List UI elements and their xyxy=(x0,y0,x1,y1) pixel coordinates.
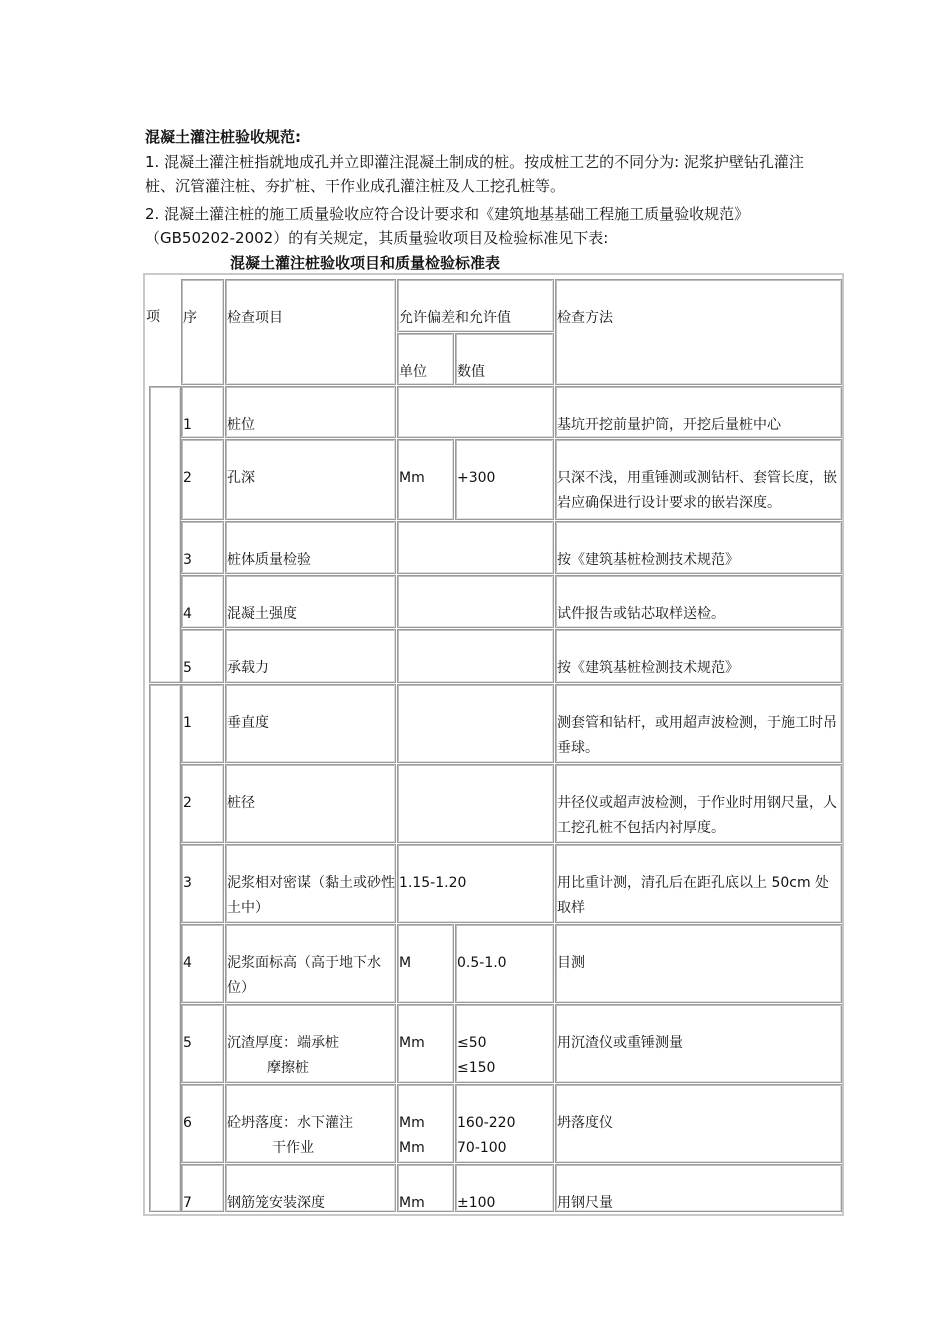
check-method: 只深不浅，用重锤测或测钻杆、套管长度，嵌岩应确保进行设计要求的嵌岩深度。 xyxy=(555,439,842,520)
header-check-item: 检查项目 xyxy=(225,279,396,385)
unit-cell: Mm xyxy=(397,439,454,520)
check-item: 孔深 xyxy=(225,439,396,520)
unit-line-1: Mm xyxy=(399,1115,425,1131)
check-method: 目测 xyxy=(555,924,842,1003)
unit-line-2: Mm xyxy=(399,1140,425,1156)
tolerance-cell xyxy=(397,575,554,628)
table-row: 1 xyxy=(181,386,224,438)
check-method: 按《建筑基桩检测技术规范》 xyxy=(555,521,842,574)
unit-cell xyxy=(397,1084,454,1163)
check-method: 基坑开挖前量护筒，开挖后量桩中心 xyxy=(555,386,842,438)
header-method: 检查方法 xyxy=(555,279,842,385)
check-item-line-1: 沉渣厚度：端承桩 xyxy=(227,1035,339,1051)
table-row: 5 xyxy=(181,629,224,683)
value-line-1: 160-220 xyxy=(457,1115,516,1131)
table-row: 6 xyxy=(181,1084,224,1163)
check-method: 坍落度仪 xyxy=(555,1084,842,1163)
table-row: 2 xyxy=(181,439,224,520)
check-item xyxy=(225,1084,396,1163)
check-item-line-2: 摩擦桩 xyxy=(267,1060,309,1076)
unit-cell: M xyxy=(397,924,454,1003)
value-line-1: ≤50 xyxy=(457,1035,487,1051)
value-cell xyxy=(455,1084,554,1163)
value-cell: +300 xyxy=(455,439,554,520)
tolerance-cell xyxy=(397,684,554,763)
tolerance-cell xyxy=(397,764,554,843)
doc-heading: 混凝土灌注桩验收规范: xyxy=(145,128,301,146)
tolerance-cell xyxy=(397,629,554,683)
header-tolerance: 允许偏差和允许值 xyxy=(397,279,554,332)
main-group-item-cell xyxy=(149,386,181,683)
header-seq: 序 xyxy=(181,279,224,385)
check-item: 泥浆相对密谋（黏土或砂性土中） xyxy=(225,844,396,923)
check-item-line-1: 砼坍落度：水下灌注 xyxy=(227,1115,353,1131)
check-item: 桩体质量检验 xyxy=(225,521,396,574)
check-item: 承载力 xyxy=(225,629,396,683)
check-item: 桩径 xyxy=(225,764,396,843)
table-row: 4 xyxy=(181,924,224,1003)
check-item: 桩位 xyxy=(225,386,396,438)
check-item: 垂直度 xyxy=(225,684,396,763)
table-row: 5 xyxy=(181,1004,224,1083)
header-item: 项 xyxy=(146,309,160,325)
tolerance-cell: 1.15-1.20 xyxy=(397,844,554,923)
table-row: 3 xyxy=(181,844,224,923)
general-group-item-cell xyxy=(149,684,181,1212)
unit-cell: Mm xyxy=(397,1004,454,1083)
table-row: 2 xyxy=(181,764,224,843)
value-cell: 0.5-1.0 xyxy=(455,924,554,1003)
check-method: 试件报告或钻芯取样送检。 xyxy=(555,575,842,628)
check-item: 钢筋笼安装深度 xyxy=(225,1164,396,1212)
check-method: 用比重计测，清孔后在距孔底以上 50cm 处取样 xyxy=(555,844,842,923)
table-row: 1 xyxy=(181,684,224,763)
header-unit: 单位 xyxy=(397,333,454,385)
value-cell xyxy=(455,1004,554,1083)
value-line-2: 70-100 xyxy=(457,1140,507,1156)
check-method: 井径仪或超声波检测，于作业时用钢尺量，人工挖孔桩不包括内衬厚度。 xyxy=(555,764,842,843)
check-item: 泥浆面标高（高于地下水位） xyxy=(225,924,396,1003)
table-title: 混凝土灌注桩验收项目和质量检验标准表 xyxy=(230,254,501,272)
check-item-line-2: 干作业 xyxy=(272,1140,314,1156)
header-value: 数值 xyxy=(455,333,554,385)
unit-cell: Mm xyxy=(397,1164,454,1212)
check-item: 混凝土强度 xyxy=(225,575,396,628)
inspection-table xyxy=(143,273,844,1216)
paragraph-2: 2. 混凝土灌注桩的施工质量验收应符合设计要求和《建筑地基基础工程施工质量验收规范》（GB50202-2002）的有关规定，其质量验收项目及检验标准见下表: xyxy=(145,205,750,247)
check-method: 按《建筑基桩检测技术规范》 xyxy=(555,629,842,683)
table-row: 4 xyxy=(181,575,224,628)
tolerance-cell xyxy=(397,386,554,438)
tolerance-cell xyxy=(397,521,554,574)
value-cell: ±100 xyxy=(455,1164,554,1212)
check-method: 用沉渣仪或重锤测量 xyxy=(555,1004,842,1083)
paragraph-1: 1. 混凝土灌注桩指就地成孔并立即灌注混凝土制成的桩。按成桩工艺的不同分为: 泥浆护壁钻孔灌注桩、沉管灌注桩、夯扩桩、干作业成孔灌注桩及人工挖孔桩等。 xyxy=(145,153,804,195)
check-method: 测套管和钻杆，或用超声波检测，于施工时吊垂球。 xyxy=(555,684,842,763)
table-row: 7 xyxy=(181,1164,224,1212)
value-line-2: ≤150 xyxy=(457,1060,496,1076)
table-row: 3 xyxy=(181,521,224,574)
check-item xyxy=(225,1004,396,1083)
check-method: 用钢尺量 xyxy=(555,1164,842,1212)
